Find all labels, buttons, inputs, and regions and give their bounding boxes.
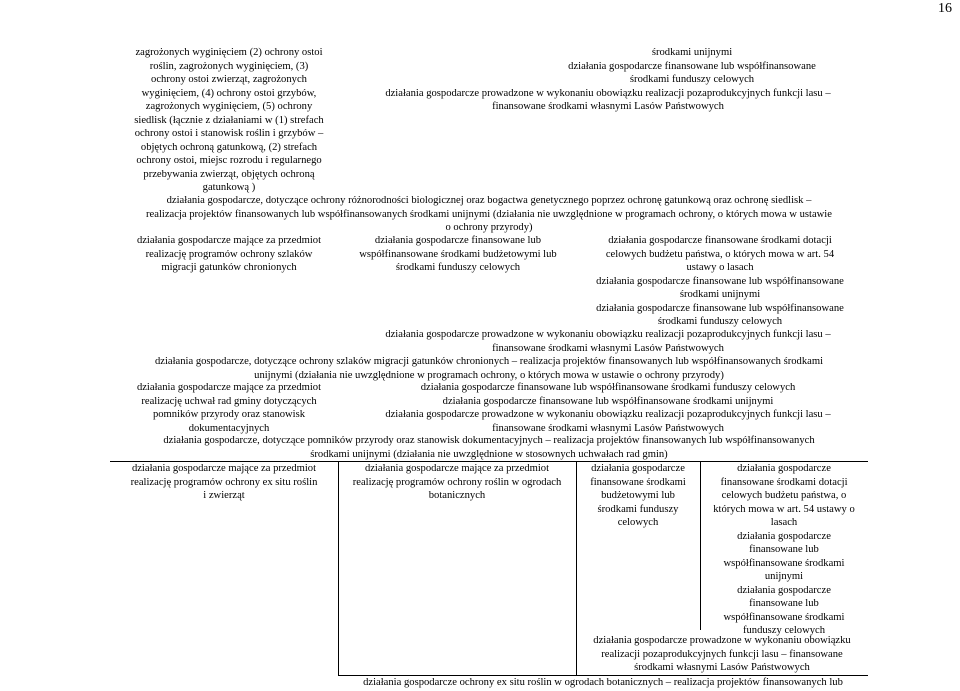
text-line: współfinansowane środkami bbox=[723, 557, 845, 569]
text-line: działania gospodarcze prowadzone w wykonaniu obowiązku bbox=[593, 635, 851, 646]
text-line: celowych bbox=[617, 517, 659, 528]
text-line: zagrożonych wyginięciem, (5) ochrony bbox=[145, 101, 313, 112]
section-heading bbox=[110, 434, 868, 461]
text-line: realizację programów ochrony roślin w ogrodach bbox=[352, 476, 562, 488]
r1-left-cell bbox=[110, 46, 348, 195]
text-line: działania gospodarcze finansowane lub współfinansowane bbox=[596, 302, 844, 314]
text-line: działania gospodarcze prowadzone w wykonaniu obowiązku realizacji pozaprodukcyjnych funkcji lasu – bbox=[385, 329, 831, 340]
text-line: ochrony ostoi i stanowisk roślin i grzybów – bbox=[134, 128, 324, 139]
text-line: ochrony ostoi zwierząt, zagrożonych bbox=[151, 74, 307, 85]
text-line: celowych budżetu państwa, o bbox=[721, 490, 847, 501]
text-line: realizacja projektów finansowanych lub współfinansowanych środkami unijnymi (działania nie uwzględnione w programach ochrony, o których mowa w ustawie bbox=[146, 208, 832, 220]
text-line: działania gospodarcze bbox=[737, 463, 831, 474]
r2-left-cell bbox=[110, 234, 348, 275]
text-line: środkami funduszy celowych bbox=[629, 74, 755, 85]
text-line: współfinansowane środkami budżetowymi lub bbox=[359, 248, 557, 260]
r4-left-cell bbox=[110, 462, 338, 503]
text-line: działania gospodarcze finansowane lub współfinansowane bbox=[568, 60, 816, 72]
r4-c3-cell bbox=[576, 462, 700, 530]
text-line: ustawy o lasach bbox=[686, 262, 754, 273]
text-line: celowych budżetu państwa, o których mowa w art. 54 bbox=[605, 248, 835, 260]
text-line: działania gospodarcze finansowane lub współfinansowane bbox=[596, 275, 844, 287]
text-line: finansowane lub bbox=[749, 598, 819, 609]
text-line: unijnymi bbox=[764, 571, 804, 582]
r2-mid-cell bbox=[328, 234, 588, 275]
text-line: unijnymi (działania nie uwzględnione w programach ochrony, o których mowa w ustawie o ochrony przyrody) bbox=[254, 369, 724, 381]
text-line: i zwierząt bbox=[203, 490, 245, 501]
text-line: działania gospodarcze prowadzone w wykonaniu obowiązku realizacji pozaprodukcyjnych funkcji lasu – bbox=[385, 409, 831, 420]
text-line: działania gospodarcze mające za przedmiot bbox=[364, 463, 550, 474]
footer-line bbox=[338, 676, 868, 690]
r4-mid-cell bbox=[338, 462, 576, 503]
text-line: działania gospodarcze, dotyczące ochrony różnorodności biologicznej oraz bogactwa genetycznego poprzez ochronę gatunkową oraz ochronę siedlisk – bbox=[166, 195, 812, 206]
text-line: działania gospodarcze finansowane lub współfinansowane środkami funduszy celowych bbox=[420, 382, 796, 393]
text-line: środkami funduszy celowych bbox=[395, 262, 521, 273]
text-line: ochrony ostoi, miejsc rozrodu i regularnego bbox=[136, 155, 322, 166]
r3-right-cell bbox=[348, 381, 868, 435]
text-line: działania gospodarcze bbox=[737, 530, 831, 542]
text-line: działania gospodarcze ochrony ex situ roślin w ogrodach botanicznych – realizacja projektów finansowanych lub bbox=[363, 677, 843, 688]
text-line: realizację programów ochrony szlaków bbox=[145, 248, 313, 260]
text-line: finansowane środkami dotacji bbox=[720, 476, 848, 488]
text-line: objętych ochroną gatunkową, (2) strefach bbox=[140, 141, 318, 153]
text-line: botanicznych bbox=[428, 490, 486, 501]
r3-left-cell bbox=[110, 381, 348, 435]
text-line: środkami unijnymi bbox=[679, 289, 761, 300]
text-line: migracji gatunków chronionych bbox=[161, 262, 297, 273]
text-line: działania gospodarcze mające za przedmiot bbox=[136, 235, 322, 246]
r2-right-cell bbox=[572, 234, 868, 329]
text-line: budżetowymi lub bbox=[601, 490, 675, 501]
section-heading bbox=[110, 355, 868, 382]
text-line: działania gospodarcze finansowane lub współfinansowane środkami unijnymi bbox=[442, 395, 774, 407]
text-line: wyginięciem, (4) ochrony ostoi grzybów, bbox=[141, 87, 317, 99]
text-line: o ochrony przyrody) bbox=[445, 222, 533, 233]
text-line: działania gospodarcze bbox=[737, 584, 831, 596]
text-line: funduszy celowych bbox=[742, 625, 826, 636]
text-line: działania gospodarcze finansowane lub bbox=[374, 235, 542, 246]
text-line: dokumentacyjnych bbox=[188, 422, 270, 434]
text-line: realizację programów ochrony ex situ roślin bbox=[130, 476, 318, 488]
text-line: zagrożonych wyginięciem (2) ochrony ostoi bbox=[135, 47, 323, 58]
r1-right-cell bbox=[348, 46, 868, 114]
text-line: finansowane środkami bbox=[590, 476, 686, 488]
text-line: działania gospodarcze, dotyczące pomników przyrody oraz stanowisk dokumentacyjnych – realizacja projektów finansowanych lub współfinansowanych bbox=[163, 435, 815, 446]
r2-bottom-cell bbox=[348, 328, 868, 355]
text-line: działania gospodarcze bbox=[591, 463, 685, 474]
text-line: finansowane środkami własnymi Lasów Państwowych bbox=[492, 422, 724, 434]
text-line: gatunkową ) bbox=[202, 182, 256, 193]
text-line: środkami funduszy celowych bbox=[657, 316, 783, 327]
text-line: działania gospodarcze finansowane środkami dotacji bbox=[608, 235, 832, 246]
text-line: finansowane środkami własnymi Lasów Państwowych bbox=[492, 342, 724, 354]
text-line: roślin, zagrożonych wyginięciem, (3) bbox=[149, 60, 309, 72]
text-line: przebywania zwierząt, objętych ochroną bbox=[143, 168, 315, 180]
text-line: środkami funduszy bbox=[597, 503, 679, 515]
r4-bottom-cell bbox=[576, 634, 868, 675]
text-line: lasach bbox=[770, 517, 798, 528]
r4-c4-cell bbox=[700, 462, 868, 638]
text-line: siedlisk (łącznie z działaniami w (1) strefach bbox=[134, 114, 324, 126]
section-heading bbox=[110, 194, 868, 235]
text-line: działania gospodarcze mające za przedmiot bbox=[136, 382, 322, 393]
text-line: środkami unijnymi bbox=[651, 47, 733, 58]
text-line: pomników przyrody oraz stanowisk bbox=[152, 409, 306, 420]
text-line: działania gospodarcze, dotyczące ochrony szlaków migracji gatunków chronionych – realizacja projektów finansowanych lub współfinansowanych środkami bbox=[154, 356, 824, 367]
text-line: współfinansowane środkami bbox=[723, 611, 845, 623]
text-line: realizację uchwał rad gminy dotyczących bbox=[141, 395, 317, 407]
text-line: finansowane środkami własnymi Lasów Państwowych bbox=[492, 101, 724, 112]
text-line: realizacji pozaprodukcyjnych funkcji lasu – finansowane bbox=[601, 648, 843, 660]
text-line: środkami własnymi Lasów Państwowych bbox=[634, 662, 810, 673]
text-line: środkami unijnymi (działania nie uwzględnione w stosownych uchwałach rad gmin) bbox=[310, 448, 668, 460]
text-line: których mowa w art. 54 ustawy o bbox=[713, 503, 855, 515]
text-line: działania gospodarcze mające za przedmiot bbox=[131, 463, 317, 474]
page-number: 16 bbox=[938, 1, 952, 16]
text-line: finansowane lub bbox=[749, 544, 819, 555]
text-line: działania gospodarcze prowadzone w wykonaniu obowiązku realizacji pozaprodukcyjnych funkcji lasu – bbox=[385, 87, 831, 99]
